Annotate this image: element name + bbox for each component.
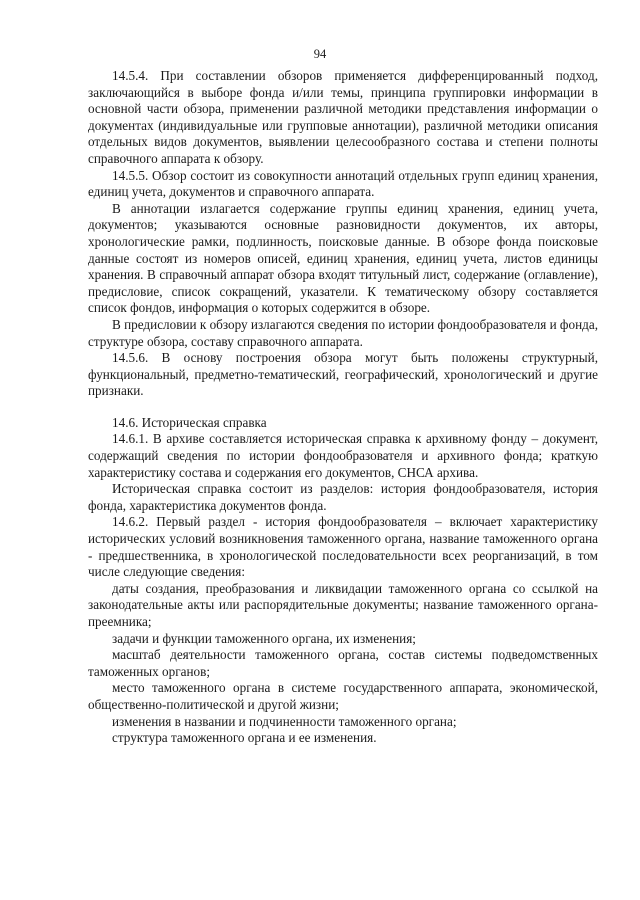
paragraph-14-5-6: 14.5.6. В основу построения обзора могут быть положены структурный, функциональный, предметно-тематический, географический, хронологический и другие признаки. — [88, 350, 598, 399]
paragraph-14-5-4: 14.5.4. При составлении обзоров применяется дифференцированный подход, заключающийся в выборе фонда и/или темы, принципа группировки информации в основной части обзора, применении различной методики представления информации о документах (индивидуальные или групповые аннотации), различной методики описания отдельных видов документов, выявлении целесообразного состава и степени полноты справочного аппарата к обзору. — [88, 68, 598, 166]
paragraph-14-6-1: 14.6.1. В архиве составляется историческая справка к архивному фонду – документ, содержащий сведения по истории фондообразователя и архивного фонда; краткую характеристику состава и содержания его документов, СНСА архива. — [88, 431, 598, 480]
list-item-name-changes: изменения в названии и подчиненности таможенного органа; — [112, 713, 457, 729]
page-number: 94 — [313, 47, 327, 61]
paragraph-annotation-content: В аннотации излагается содержание группы единиц хранения, единиц учета, документов; указываются основные разновидности документов, их авторы, хронологические рамки, подлинность, поисковые данные. В обзоре фонда поисковые данные состоят из номеров описей, единиц хранения, единиц учета, листов единицы хранения. В справочный аппарат обзора входят титульный лист, содержание (оглавление), предисловие, список сокращений, указатели. К тематическому обзору составляется список фондов, информация о которых содержится в обзоре. — [88, 200, 598, 316]
list-item-structure: структура таможенного органа и ее изменения. — [112, 730, 377, 746]
section-gap — [88, 400, 598, 415]
list-item-tasks: задачи и функции таможенного органа, их изменения; — [112, 630, 416, 646]
list-item-scale: масштаб деятельности таможенного органа, состав системы подведомственных таможенных органов; — [88, 647, 598, 679]
paragraph-reference-sections: Историческая справка состоит из разделов: история фондообразователя, история фонда, характеристика документов фонда. — [88, 481, 598, 513]
paragraph-14-5-5: 14.5.5. Обзор состоит из совокупности аннотаций отдельных групп единиц хранения, единиц учета, документов и справочного аппарата. — [88, 167, 598, 200]
section-heading-14-6: 14.6. Историческая справка — [112, 414, 267, 430]
list-item-dates: даты создания, преобразования и ликвидации таможенного органа со ссылкой на законодательные акты или распорядительные документы; название таможенного органа-преемника; — [88, 580, 598, 629]
paragraph-preface: В предисловии к обзору излагаются сведения по истории фондообразователя и фонда, структуре обзора, составу справочного аппарата. — [88, 316, 598, 349]
list-item-place: место таможенного органа в системе государственного аппарата, экономической, общественно-политической и другой жизни; — [88, 680, 598, 712]
page-body — [88, 68, 598, 747]
paragraph-14-6-2: 14.6.2. Первый раздел - история фондообразователя – включает характеристику исторических условий возникновения таможенного органа, название таможенного органа - предшественника, в хронологической последовательности всех реорганизаций, в том числе следующие сведения: — [88, 514, 598, 580]
